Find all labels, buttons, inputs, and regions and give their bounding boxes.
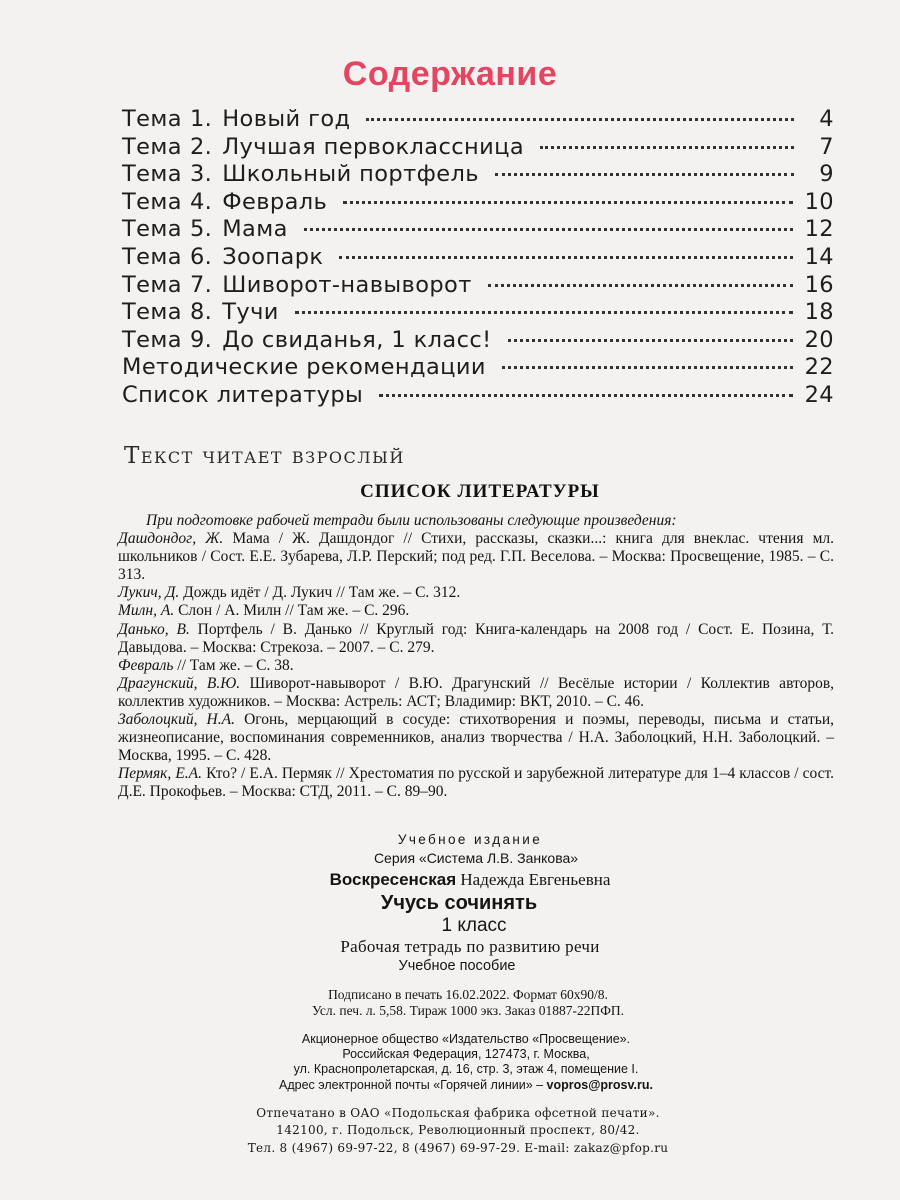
toc-prefix: Тема	[122, 243, 182, 270]
bibliography-entry	[118, 621, 834, 657]
grade: 1 класс	[441, 915, 507, 936]
toc-item-9[interactable]	[122, 327, 834, 355]
toc-number: 7.	[189, 271, 213, 298]
toc-leader	[343, 201, 792, 204]
toc-item-title: Методические рекомендации	[122, 354, 486, 381]
author-name: Надежда Евгеньевна	[460, 870, 611, 889]
printer-line: Тел. 8 (4967) 69-97-22, 8 (4967) 69-97-29. E-mail: zakaz@pfop.ru	[247, 1140, 669, 1155]
toc-page-number: 4	[819, 106, 834, 132]
entry-author: Милн, А.	[118, 602, 175, 620]
hotline-label: Адрес электронной почты «Горячей линии» –	[279, 1077, 547, 1092]
toc-item-title: До свиданья, 1 класс!	[222, 326, 492, 353]
bibliography-entry	[118, 584, 834, 602]
bibliography-entry	[118, 657, 834, 675]
toc-page-number: 7	[819, 133, 834, 160]
entry-author: Лукич, Д.	[118, 584, 180, 602]
entry-author: Заболоцкий, Н.А.	[118, 711, 235, 729]
toc-item-6[interactable]	[122, 244, 834, 272]
toc-item-methodical[interactable]	[122, 354, 834, 382]
entry-text: Портфель / В. Данько // Круглый год: Книга-календарь на 2008 год / Сост. Е. Позина, Т. Давыдова. – Москва: Стрекоза. – 2007. – С. 279.	[118, 620, 834, 656]
toc-prefix: Тема	[122, 133, 182, 160]
toc-item-1[interactable]	[122, 106, 834, 134]
entry-author: Пермяк, Е.А.	[118, 765, 203, 783]
toc-prefix: Тема	[122, 188, 182, 215]
publisher-line: Акционерное общество «Издательство «Просвещение».	[301, 1032, 631, 1046]
toc-number: 3.	[189, 161, 213, 188]
toc-number: 1.	[189, 106, 213, 132]
toc-leader	[488, 284, 793, 287]
edition-type: Учебное издание	[397, 832, 543, 847]
toc-item-bibliography[interactable]	[122, 382, 834, 410]
signed-line: Усл. печ. л. 5,58. Тираж 1000 экз. Заказ 01887-22ПФП.	[311, 1003, 624, 1018]
bibliography-entry	[118, 530, 834, 584]
author	[40, 870, 900, 890]
printer-details	[16, 1105, 900, 1158]
series: Серия «Система Л.В. Занкова»	[373, 850, 579, 866]
publisher-details	[32, 1032, 900, 1093]
bibliography	[118, 512, 834, 802]
toc-leader	[379, 394, 792, 397]
toc-number: 5.	[189, 216, 213, 243]
bibliography-entry	[118, 711, 834, 765]
bibliography-entry	[118, 602, 834, 620]
printer-line: Отпечатано в ОАО «Подольская фабрика офсетной печати».	[256, 1105, 660, 1120]
entry-text: Слон / А. Милн // Там же. – С. 296.	[174, 602, 410, 620]
toc-prefix: Тема	[122, 216, 182, 243]
toc-page-number: 16	[804, 271, 834, 298]
entry-text: Шиворот-навыворот / В.Ю. Драгунский // Весёлые истории / Коллектив авторов, коллектив художников. – Москва: Астрель: АСТ; Владимир: ВКТ, 2010. – С. 46.	[118, 674, 835, 710]
entry-author: Февраль	[118, 656, 174, 674]
toc-page-number: 12	[804, 216, 834, 243]
toc-leader	[304, 228, 793, 231]
workbook-type: Рабочая тетрадь по развитию речи	[340, 937, 600, 956]
entry-text: Дождь идёт / Д. Лукич // Там же. – С. 312.	[179, 584, 461, 602]
toc-leader	[366, 118, 794, 121]
printer-line: 142100, г. Подольск, Революционный проспект, 80/42.	[276, 1123, 640, 1138]
publisher-line: ул. Краснопролетарская, д. 16, стр. 3, этаж 4, помещение I.	[293, 1062, 639, 1077]
toc-number: 9.	[189, 326, 213, 353]
toc-number: 2.	[189, 133, 213, 160]
toc-number: 6.	[189, 243, 213, 270]
bibliography-intro: При подготовке рабочей тетради были использованы следующие произведения:	[146, 512, 677, 529]
publisher-line: Российская Федерация, 127473, г. Москва,	[342, 1047, 590, 1062]
entry-text: Мама / Ж. Дашдондог // Стихи, рассказы, сказки...: книга для внеклас. чтения мл. школьников / Сост. Е.Е. Зубарева, Л.Р. Перский; под ред. Г.П. Веселова. – Москва: Просвещение, 1985. – С. 313.	[118, 530, 834, 584]
toc-item-title: Зоопарк	[222, 243, 324, 270]
toc-number: 8.	[189, 299, 213, 326]
toc-leader	[495, 173, 794, 176]
toc-page-number: 18	[804, 299, 834, 326]
entry-text: Огонь, мерцающий в сосуде: стихотворения и поэмы, переводы, письма и статьи, жизнеописание, воспоминания современников, анализ творчества / Н.А. Заболоцкий, Н.Н. Заболоцкий. – Москва, 1995. – С. 428.	[118, 711, 834, 765]
toc-item-title: Список литературы	[122, 381, 364, 408]
bibliography-entry	[118, 675, 834, 711]
toc-prefix: Тема	[122, 271, 182, 298]
toc-title: Содержание	[342, 55, 558, 93]
entry-author: Дашдондог, Ж.	[118, 530, 224, 548]
toc-leader	[502, 366, 793, 369]
toc-item-title: Новый год	[222, 106, 351, 132]
toc-item-3[interactable]	[122, 161, 834, 189]
toc-item-2[interactable]	[122, 134, 834, 162]
toc-leader	[339, 256, 792, 259]
toc-item-title: Тучи	[222, 299, 279, 326]
toc-item-title: Шиворот-навыворот	[222, 271, 472, 298]
toc-prefix: Тема	[122, 326, 182, 353]
print-details	[36, 987, 900, 1019]
toc-number: 4.	[189, 188, 213, 215]
toc-item-5[interactable]	[122, 216, 834, 244]
hotline-email[interactable]: vopros@prosv.ru.	[546, 1077, 653, 1092]
book-title: Учусь сочинять	[380, 892, 538, 914]
adult-reads-note: Текст читает взрослый	[124, 443, 405, 469]
toc-leader	[540, 146, 794, 149]
toc-page-number: 10	[804, 188, 834, 215]
toc-page-number: 24	[804, 381, 834, 408]
entry-text: // Там же. – С. 38.	[173, 656, 294, 674]
toc-page-number: 14	[804, 243, 834, 270]
toc-page-number: 20	[804, 326, 834, 353]
toc-item-title: Мама	[222, 216, 288, 243]
toc-prefix: Тема	[122, 106, 182, 132]
toc-item-7[interactable]	[122, 272, 834, 300]
toc-item-title: Школьный портфель	[222, 161, 479, 188]
toc-leader	[295, 311, 793, 314]
publisher-line	[32, 1078, 900, 1093]
toc-page-number: 22	[804, 354, 834, 381]
bibliography-title: СПИСОК ЛИТЕРАТУРЫ	[360, 481, 600, 502]
toc-page-number: 9	[819, 161, 834, 188]
toc-item-title: Лучшая первоклассница	[222, 133, 525, 160]
toc-prefix: Тема	[122, 299, 182, 326]
table-of-contents	[122, 106, 834, 410]
signed-line: Подписано в печать 16.02.2022. Формат 60х90/8.	[328, 987, 608, 1002]
author-surname: Воскресенская	[329, 870, 457, 889]
entry-author: Драгунский, В.Ю.	[118, 674, 241, 692]
imprint	[0, 832, 900, 1157]
manual-type: Учебное пособие	[398, 958, 516, 974]
entry-text: Кто? / Е.А. Пермяк // Хрестоматия по русской и зарубежной литературе для 1–4 классов / сост. Д.Е. Прокофьев. – Москва: СТД, 2011. – С. 89–90.	[118, 765, 834, 801]
bibliography-entry	[118, 765, 834, 801]
entry-author: Данько, В.	[118, 620, 190, 638]
toc-leader	[508, 339, 793, 342]
toc-item-8[interactable]	[122, 299, 834, 327]
toc-prefix: Тема	[122, 161, 182, 188]
toc-item-4[interactable]	[122, 189, 834, 217]
toc-item-title: Февраль	[222, 188, 328, 215]
